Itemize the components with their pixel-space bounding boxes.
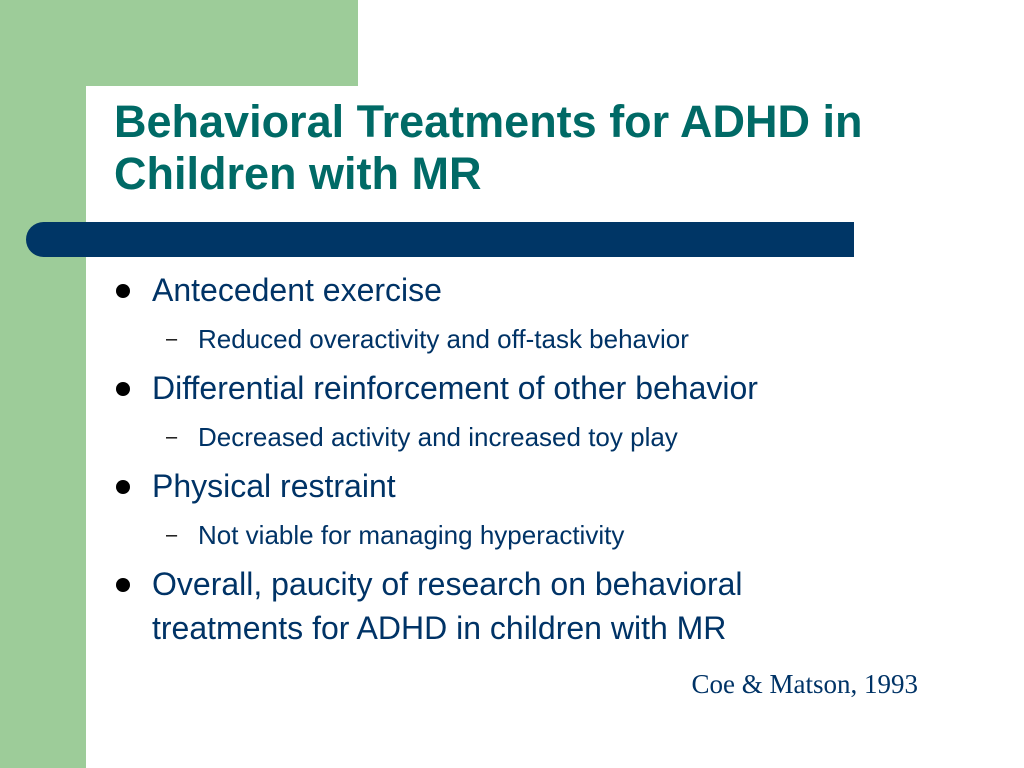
slide-title — [114, 96, 1004, 200]
sub-bullet-text: Not viable for managing hyperactivity — [198, 520, 625, 550]
slide-title-line-2: Children with MR — [114, 148, 482, 199]
title-divider-bar — [26, 222, 854, 257]
bullet-item — [152, 366, 982, 410]
bullet-dot-icon — [116, 480, 130, 494]
bullet-dot-icon — [116, 578, 130, 592]
bullet-item — [152, 464, 982, 508]
bullet-text: Differential reinforcement of other behavior — [152, 370, 758, 406]
background-accent-top — [0, 0, 358, 86]
sub-bullet-item — [166, 322, 978, 356]
dash-icon: – — [166, 328, 178, 350]
bullet-text-line-1: Overall, paucity of research on behavioral — [152, 566, 743, 602]
sub-bullet-item — [166, 420, 978, 454]
citation: Coe & Matson, 1993 — [691, 669, 918, 699]
dash-icon: – — [166, 426, 178, 448]
bullet-text-line-2: treatments for ADHD in children with MR — [152, 610, 727, 646]
bullet-item — [152, 268, 982, 312]
bullet-text: Physical restraint — [152, 468, 396, 504]
dash-icon: – — [166, 524, 178, 546]
sub-bullet-text: Decreased activity and increased toy play — [198, 422, 678, 452]
bullet-dot-icon — [116, 382, 130, 396]
bullet-text: Antecedent exercise — [152, 272, 442, 308]
bullet-item — [152, 562, 982, 650]
slide-title-line-1: Behavioral Treatments for ADHD in — [114, 96, 863, 147]
background-accent-left — [0, 0, 86, 768]
sub-bullet-item — [166, 518, 978, 552]
sub-bullet-text: Reduced overactivity and off-task behavior — [198, 324, 689, 354]
bullet-dot-icon — [116, 284, 130, 298]
